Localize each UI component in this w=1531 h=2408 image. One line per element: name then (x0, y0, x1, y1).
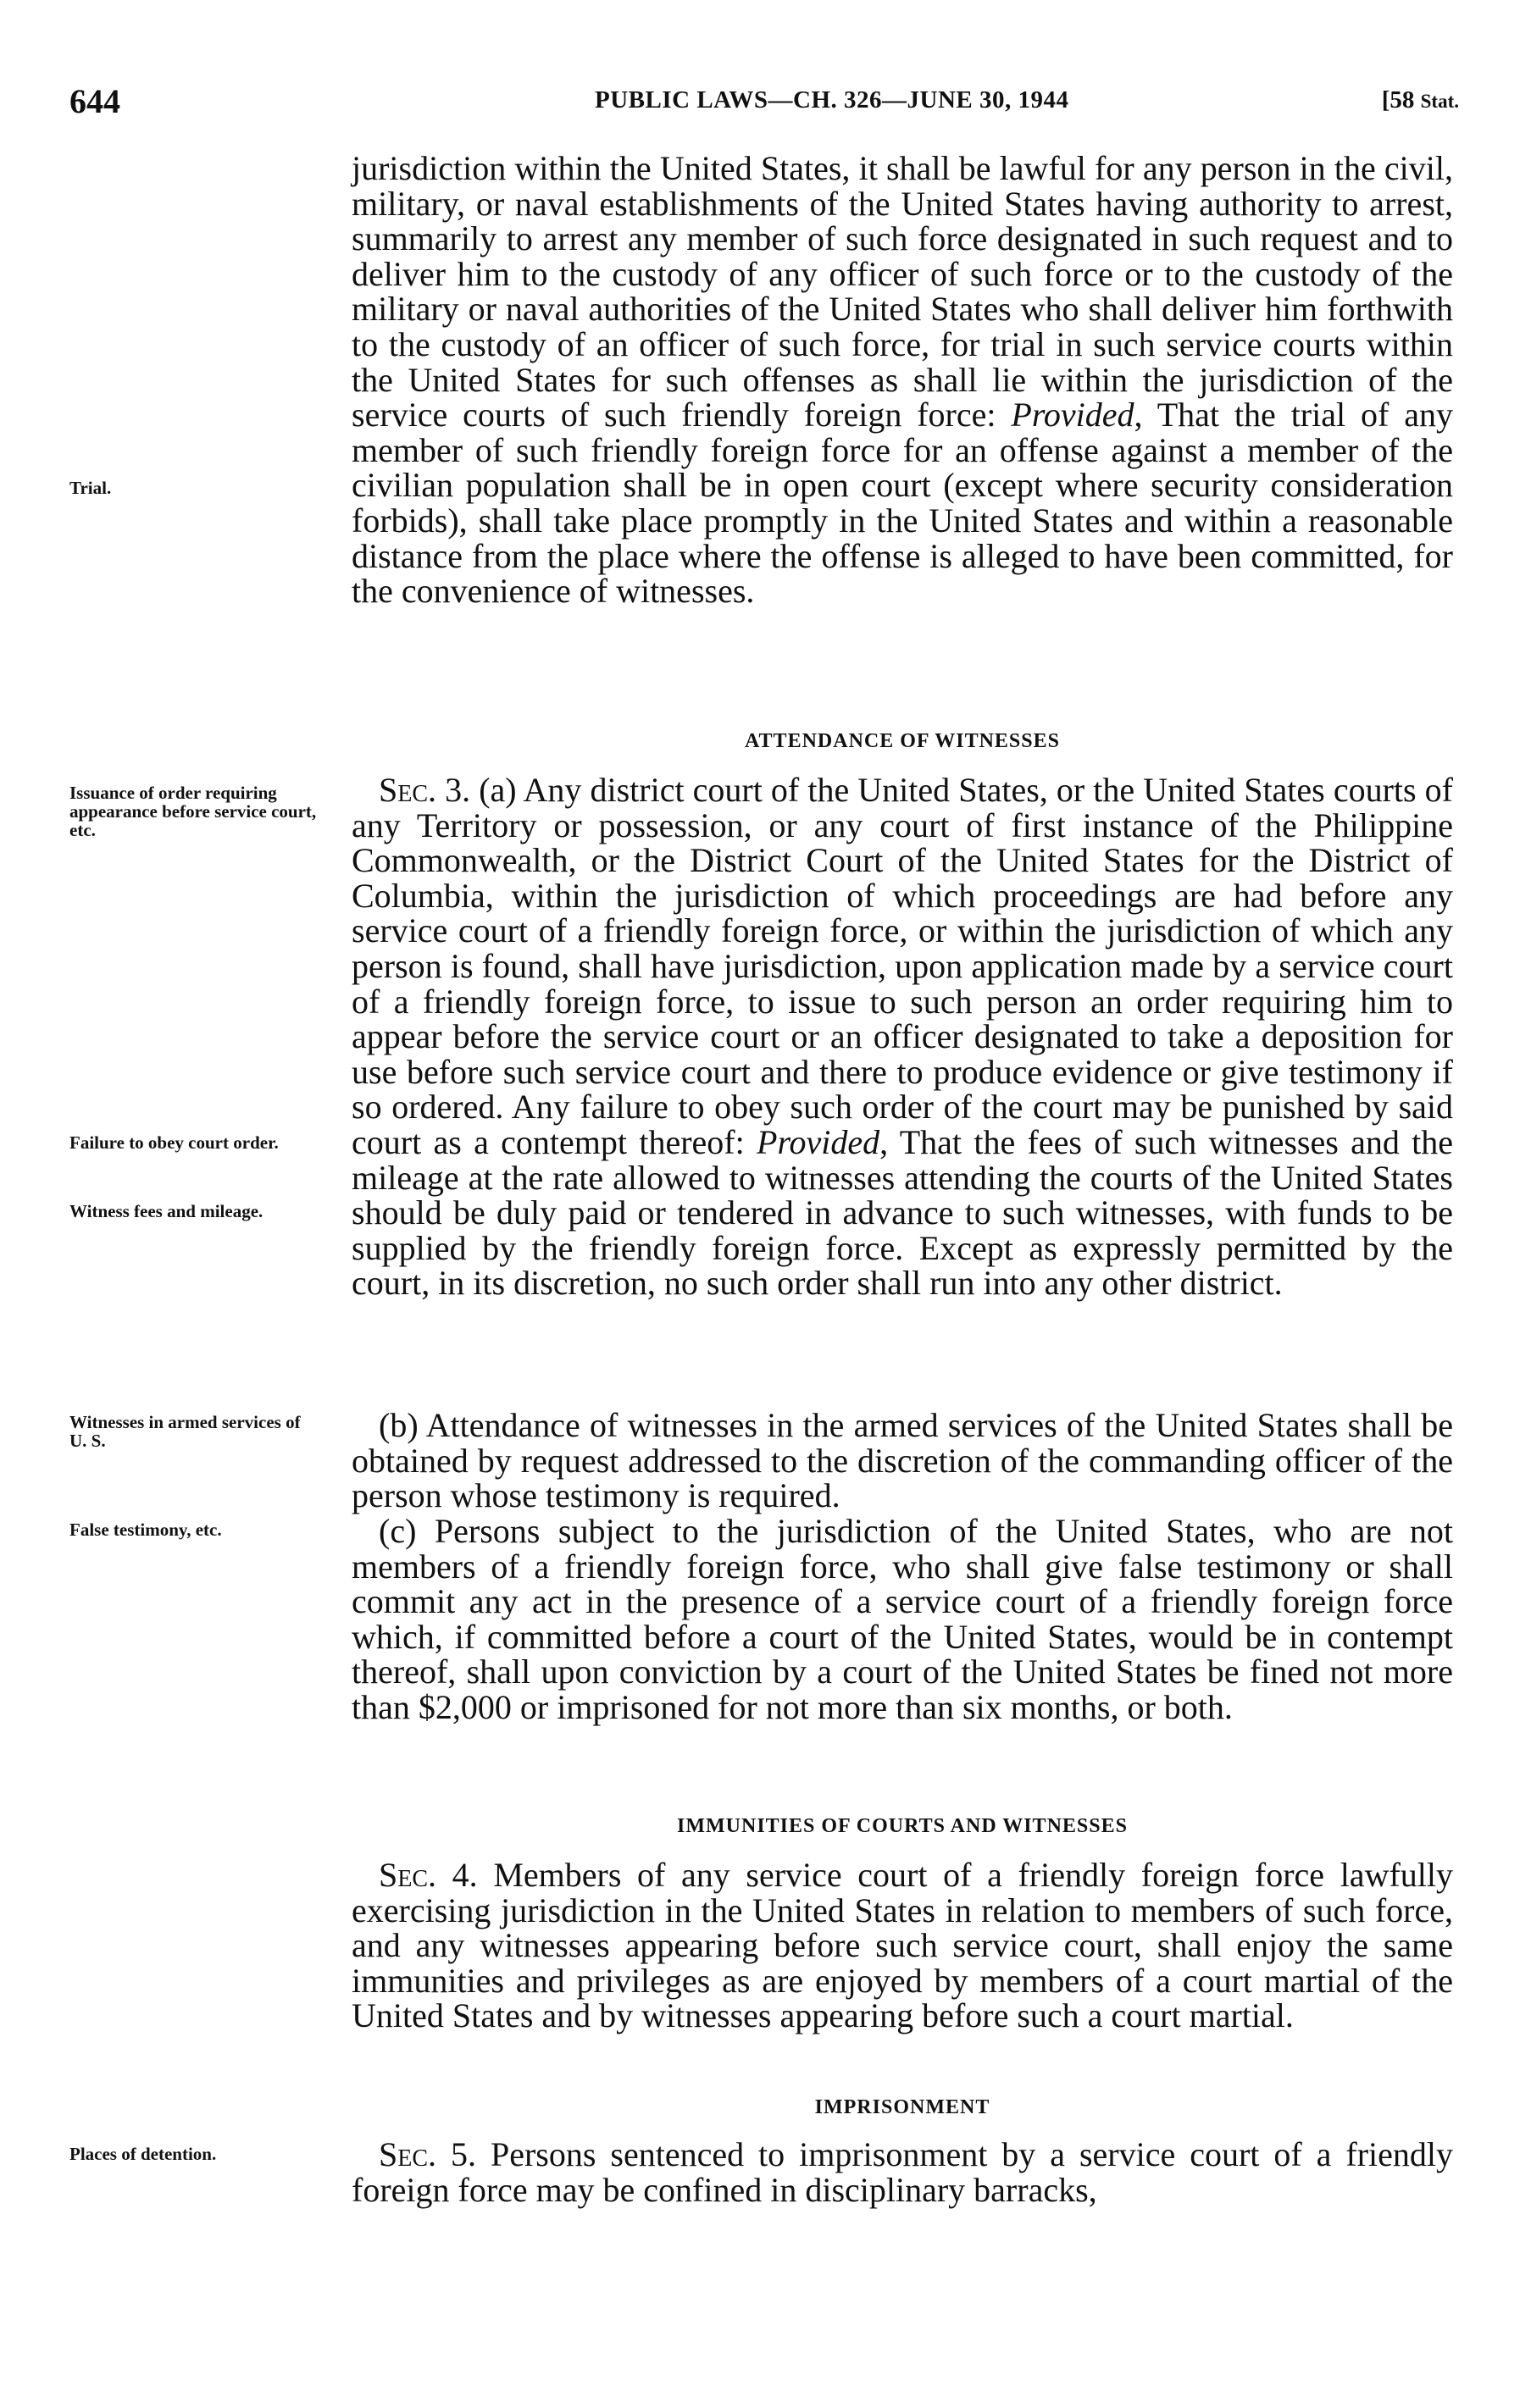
paragraph-continuation-text: jurisdiction within the United States, it shall be lawful for any person in the civil, military, or naval establishments of the United States having authority to arrest, summarily to arrest any member of such force designated in such request and to deliver him to the custody of any officer of such force or to the custody of the military or naval authorities of the United States who shall deliver him forthwith to the custody of an officer of such force, for trial in such service courts within the United States for such offenses as shall lie within the jurisdiction of the service courts of such friendly foreign force: (352, 149, 1453, 435)
running-head: PUBLIC LAWS—CH. 326—JUNE 30, 1944 (595, 86, 1069, 113)
section-5-label: Sec. 5. (379, 2135, 476, 2173)
margin-note-places-detention: Places of detention. (69, 2144, 217, 2164)
margin-note-false-testimony: False testimony, etc. (69, 1520, 222, 1540)
statute-reference-volume: [58 (1381, 86, 1415, 113)
margin-note-witness-fees: Witness fees and mileage. (69, 1201, 263, 1221)
section-3c: (c) Persons subject to the jurisdiction of the United States, who are not members of a friendly foreign force, who shall give false testimony or shall commit any act in the presence of a service court of a friendly foreign force which, if committed before a court of the United States, would be in contempt thereof, shall upon conviction by a court of the United States be fined not more than $2,000 or imprisoned for not more than six months, or both. (352, 1512, 1453, 1726)
heading-immunities: IMMUNITIES OF COURTS AND WITNESSES (677, 1815, 1128, 1837)
section-3a-text: (a) Any district court of the United States, or the United States courts of any Territory or possession, or any court of first instance of the Philippine Commonwealth, or the District Court of the United States for the District of Columbia, within the jurisdiction of which proceedings are had before any service court of a friendly foreign force, or within the jurisdiction of which any person is found, shall have jurisdiction, upon application made by a service court of a friendly foreign force, to issue to such person an order requiring him to appear before the service court or an officer designated to take a deposition for use before such service court and there to produce evidence or give testimony if so ordered. Any failure to obey such order of the court may be punished by said court as a contempt thereof: (352, 771, 1453, 1161)
statute-reference-word: Stat. (1420, 91, 1459, 112)
section-3b: (b) Attendance of witnesses in the armed services of the United States shall be obtained by request addressed to the discretion of the commanding officer of the person whose testimony is required. (352, 1406, 1453, 1515)
margin-note-issuance: Issuance of order requiring appearance before service court, etc. (69, 783, 317, 840)
heading-imprisonment: IMPRISONMENT (814, 2096, 990, 2118)
paragraph-continuation (352, 151, 1453, 609)
section-5 (352, 2137, 1453, 2207)
section-3-label: Sec. 3. (379, 771, 471, 809)
heading-attendance-of-witnesses: ATTENDANCE OF WITNESSES (745, 730, 1060, 752)
section-3a (352, 772, 1453, 1301)
margin-note-witnesses-armed: Witnesses in armed services of U. S. (69, 1412, 301, 1451)
section-4 (352, 1857, 1453, 2034)
section-5-text: Persons sentenced to imprisonment by a service court of a friendly foreign force may be confined in disciplinary barracks, (352, 2135, 1453, 2209)
paragraph-continuation-proviso: , That the trial of any member of such friendly foreign force for an offense against a member of the civilian population shall be in open court (except where security consideration forbids), shall take place promptly in the United States and within a reasonable distance from the place where the offense is alleged to have been committed, for the convenience of witnesses. (352, 396, 1453, 611)
section-4-text: Members of any service court of a friendly foreign force lawfully exercising jurisdiction in the United States in relation to members of such force, and any witnesses appearing before such service court, shall enjoy the same immunities and privileges as are enjoyed by members of a court martial of the United States and by witnesses appearing before such a court martial. (352, 1856, 1453, 2035)
margin-note-trial: Trial. (69, 478, 112, 498)
statute-reference (1382, 86, 1459, 114)
margin-note-failure: Failure to obey court order. (69, 1132, 279, 1153)
page-header (69, 81, 1459, 132)
page-number: 644 (69, 82, 120, 120)
section-4-label: Sec. 4. (379, 1856, 478, 1894)
provided-word: Provided (1011, 396, 1134, 435)
section-3a-proviso: , That the fees of such witnesses and the mileage at the rate allowed to witnesses attending the courts of the United States should be duly paid or tendered in advance to such witnesses, with funds to be supplied by the friendly foreign force. Except as expressly permitted by the court, in its discretion, no such order shall run into any other district. (352, 1122, 1454, 1303)
provided-word: Provided (757, 1122, 880, 1161)
